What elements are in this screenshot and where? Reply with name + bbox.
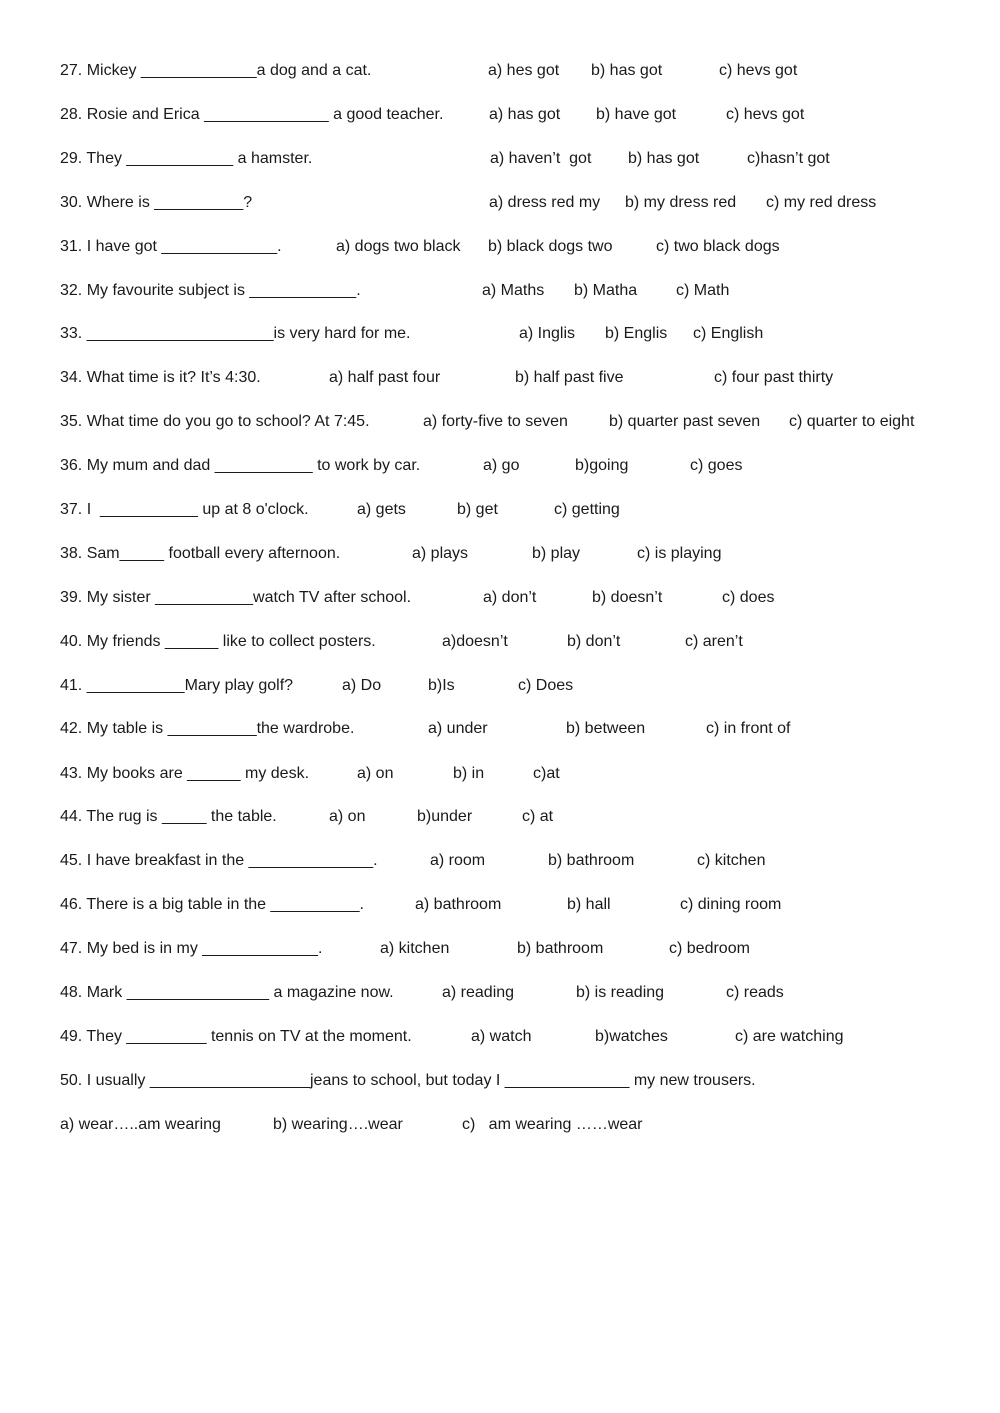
option-b: b) play [532, 545, 581, 562]
question-47 [0, 938, 1000, 960]
question-text: 42. My table is __________the wardrobe. [60, 720, 355, 737]
question-text: 48. Mark ________________ a magazine now. [60, 984, 394, 1001]
option-c: c) my red dress [766, 194, 877, 211]
question-48 [0, 982, 1000, 1004]
option-c: c) am wearing ……wear [462, 1116, 643, 1133]
question-text: 47. My bed is in my _____________. [60, 940, 323, 957]
question-text: 43. My books are ______ my desk. [60, 765, 310, 782]
option-b: b) quarter past seven [609, 413, 761, 430]
option-a: a) Do [342, 677, 382, 694]
question-27 [0, 60, 1000, 82]
option-a: a) plays [412, 545, 469, 562]
question-41 [0, 675, 1000, 697]
option-b: b) black dogs two [488, 238, 613, 255]
option-c: c)hasn’t got [747, 150, 830, 167]
option-a: a) on [329, 808, 366, 825]
question-text: 41. ___________Mary play golf? [60, 677, 294, 694]
question-28 [0, 104, 1000, 126]
question-text: 29. They ____________ a hamster. [60, 150, 313, 167]
question-32 [0, 280, 1000, 302]
question-37 [0, 499, 1000, 521]
option-a: a) watch [471, 1028, 532, 1045]
option-a: a) bathroom [415, 896, 502, 913]
option-b: b)going [575, 457, 629, 474]
question-29 [0, 148, 1000, 170]
option-a: a) haven’t got [490, 150, 592, 167]
question-42 [0, 718, 1000, 740]
option-b: b) bathroom [548, 852, 635, 869]
option-c: c) goes [690, 457, 743, 474]
option-c: c) reads [726, 984, 784, 1001]
option-a: a) Inglis [519, 325, 576, 342]
option-a: a) half past four [329, 369, 441, 386]
question-44 [0, 806, 1000, 828]
question-text: 30. Where is __________? [60, 194, 253, 211]
option-c: c) hevs got [719, 62, 798, 79]
option-b: b) my dress red [625, 194, 737, 211]
question-43 [0, 763, 1000, 785]
option-a: a) go [483, 457, 520, 474]
option-a: a)doesn’t [442, 633, 508, 650]
question-text: 32. My favourite subject is ____________. [60, 282, 361, 299]
question-50-options [0, 1114, 1000, 1136]
question-text: 46. There is a big table in the __________. [60, 896, 364, 913]
question-50 [0, 1070, 1000, 1092]
option-c: c) English [693, 325, 764, 342]
option-a: a) forty-five to seven [423, 413, 568, 430]
question-30 [0, 192, 1000, 214]
question-40 [0, 631, 1000, 653]
option-b: b)watches [595, 1028, 668, 1045]
option-a: a) on [357, 765, 394, 782]
question-49 [0, 1026, 1000, 1048]
option-b: b) don’t [567, 633, 621, 650]
question-text: 40. My friends ______ like to collect posters. [60, 633, 376, 650]
option-b: b) has got [628, 150, 700, 167]
option-c: c)at [533, 765, 560, 782]
question-35 [0, 411, 1000, 433]
question-text: 49. They _________ tennis on TV at the moment. [60, 1028, 412, 1045]
option-b: b) wearing….wear [273, 1116, 403, 1133]
question-33 [0, 323, 1000, 345]
option-c: c) dining room [680, 896, 782, 913]
question-text: 44. The rug is _____ the table. [60, 808, 277, 825]
question-text: 36. My mum and dad ___________ to work by car. [60, 457, 421, 474]
option-a: a) dogs two black [336, 238, 461, 255]
option-b: b) is reading [576, 984, 665, 1001]
option-b: b) in [453, 765, 485, 782]
option-a: a) hes got [488, 62, 560, 79]
question-text: 45. I have breakfast in the ______________. [60, 852, 378, 869]
option-c: c) getting [554, 501, 620, 518]
question-text: 34. What time is it? It’s 4:30. [60, 369, 261, 386]
option-c: c) aren’t [685, 633, 743, 650]
question-31 [0, 236, 1000, 258]
option-a: a) has got [489, 106, 561, 123]
question-text: 38. Sam_____ football every afternoon. [60, 545, 341, 562]
option-c: c) Math [676, 282, 730, 299]
option-a: a) kitchen [380, 940, 450, 957]
option-a: a) room [430, 852, 486, 869]
option-c: c) two black dogs [656, 238, 780, 255]
option-a: a) reading [442, 984, 515, 1001]
question-34 [0, 367, 1000, 389]
option-b: b) has got [591, 62, 663, 79]
question-38 [0, 543, 1000, 565]
option-b: b) bathroom [517, 940, 604, 957]
option-c: c) are watching [735, 1028, 844, 1045]
option-a: a) don’t [483, 589, 537, 606]
question-text: 31. I have got _____________. [60, 238, 282, 255]
option-c: c) does [722, 589, 775, 606]
option-c: c) in front of [706, 720, 791, 737]
option-a: a) wear…..am wearing [60, 1116, 221, 1133]
option-c: c) bedroom [669, 940, 750, 957]
option-c: c) kitchen [697, 852, 766, 869]
question-46 [0, 894, 1000, 916]
option-b: b) between [566, 720, 646, 737]
question-text: 39. My sister ___________watch TV after school. [60, 589, 412, 606]
option-b: b) Matha [574, 282, 638, 299]
option-a: a) dress red my [489, 194, 601, 211]
option-c: c) is playing [637, 545, 722, 562]
option-b: b) Englis [605, 325, 668, 342]
option-c: c) Does [518, 677, 574, 694]
question-text: 28. Rosie and Erica ______________ a good teacher. [60, 106, 444, 123]
option-a: a) gets [357, 501, 406, 518]
option-b: b) doesn’t [592, 589, 663, 606]
option-c: c) four past thirty [714, 369, 834, 386]
option-b: b)Is [428, 677, 455, 694]
option-b: b)under [417, 808, 473, 825]
option-c: c) hevs got [726, 106, 805, 123]
question-45 [0, 850, 1000, 872]
question-text: 33. _____________________is very hard for me. [60, 325, 411, 342]
option-c: c) at [522, 808, 554, 825]
question-text: 35. What time do you go to school? At 7:45. [60, 413, 370, 430]
option-a: a) Maths [482, 282, 545, 299]
option-c: c) quarter to eight [789, 413, 915, 430]
option-b: b) hall [567, 896, 611, 913]
option-b: b) have got [596, 106, 677, 123]
question-36 [0, 455, 1000, 477]
option-a: a) under [428, 720, 488, 737]
question-text: 27. Mickey _____________a dog and a cat. [60, 62, 372, 79]
question-text: 50. I usually __________________jeans to school, but today I ______________ my new trousers. [60, 1072, 756, 1089]
question-text: 37. I ___________ up at 8 o'clock. [60, 501, 309, 518]
option-b: b) half past five [515, 369, 624, 386]
question-39 [0, 587, 1000, 609]
option-b: b) get [457, 501, 498, 518]
